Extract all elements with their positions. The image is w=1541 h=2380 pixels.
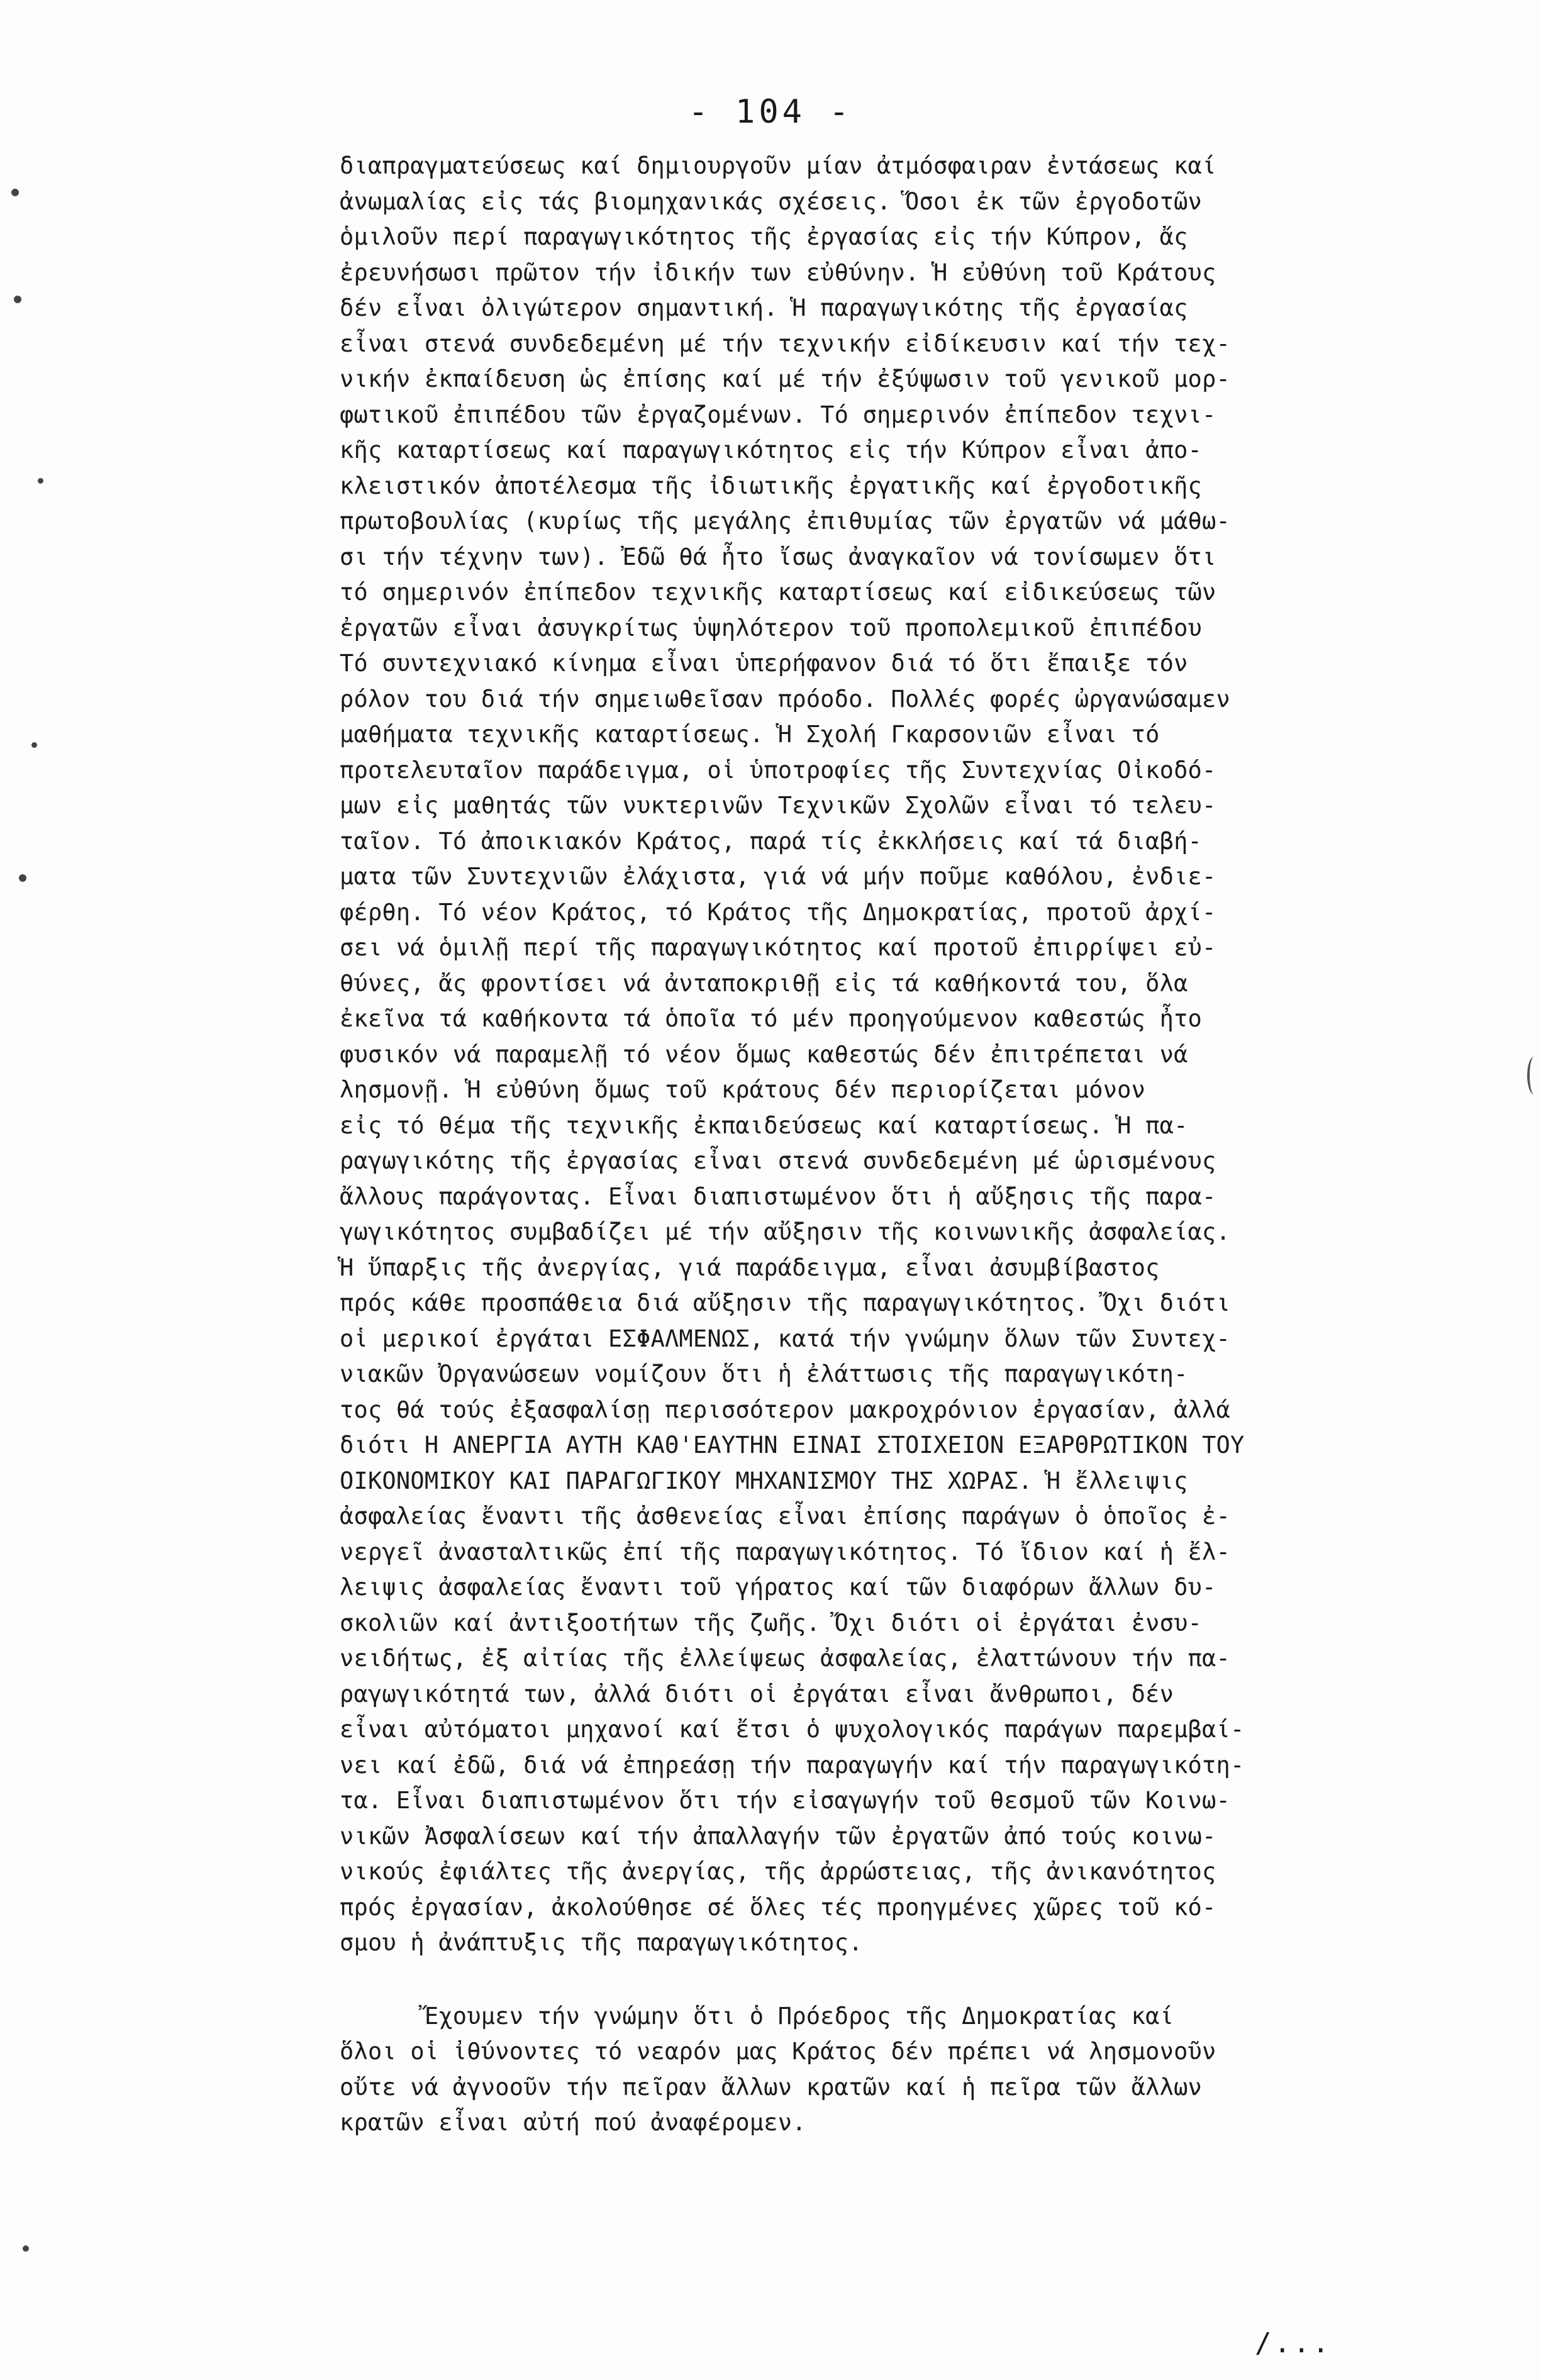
- text-line: ραγωγικότητά των, ἀλλά διότι οἱ ἐργάται εἶναι ἄνθρωποι, δέν: [340, 1680, 1174, 1708]
- text-line: γωγικότητος συμβαδίζει μέ τήν αὔξησιν τῆς κοινωνικῆς ἀσφαλείας.: [340, 1218, 1230, 1245]
- text-line: ἄλλους παράγοντας. Εἶναι διαπιστωμένον ὅτι ἡ αὔξησις τῆς παρα-: [340, 1182, 1216, 1210]
- text-line: φέρθη. Τό νέον Κράτος, τό Κράτος τῆς Δημοκρατίας, προτοῦ ἀρχί-: [340, 898, 1216, 926]
- text-line: λειψις ἀσφαλείας ἔναντι τοῦ γήρατος καί τῶν διαφόρων ἄλλων δυ-: [340, 1574, 1216, 1601]
- scan-speck: [14, 296, 21, 303]
- text-line: νιακῶν Ὀργανώσεων νομίζουν ὅτι ἡ ἐλάττωσις τῆς παραγωγικότη-: [340, 1360, 1188, 1387]
- text-line: ἐρευνήσωσι πρῶτον τήν ἰδικήν των εὐθύνην. Ἡ εὐθύνη τοῦ Κράτους: [340, 259, 1216, 286]
- text-line: εἶναι αὐτόματοι μηχανοί καί ἔτσι ὁ ψυχολογικός παράγων παρεμβαί-: [340, 1716, 1245, 1743]
- text-line: νικήν ἐκπαίδευση ὡς ἐπίσης καί μέ τήν ἐξύψωσιν τοῦ γενικοῦ μορ-: [340, 365, 1230, 392]
- text-line: νικούς ἐφιάλτες τῆς ἀνεργίας, τῆς ἀρρώστειας, τῆς ἀνικανότητος: [340, 1858, 1216, 1885]
- text-line: ὁμιλοῦν περί παραγωγικότητος τῆς ἐργασίας εἰς τήν Κύπρον, ἄς: [340, 223, 1188, 250]
- text-line: τό σημερινόν ἐπίπεδον τεχνικῆς καταρτίσεως καί εἰδικεύσεως τῶν: [340, 579, 1216, 606]
- text-line: διαπραγματεύσεως καί δημιουργοῦν μίαν ἀτμόσφαιραν ἐντάσεως καί: [340, 152, 1216, 179]
- text-line: πρός ἐργασίαν, ἀκολούθησε σέ ὅλες τές προηγμένες χῶρες τοῦ κό-: [340, 1893, 1216, 1921]
- text-line: διότι Η ΑΝΕΡΓΙΑ ΑΥΤΗ ΚΑΘ'ΕΑΥΤΗΝ ΕΙΝΑΙ ΣΤΟΙΧΕΙΟΝ ΕΞΑΡΘΡΩΤΙΚΟΝ ΤΟΥ: [340, 1432, 1245, 1459]
- page-number: - 104 -: [688, 93, 853, 131]
- text-line: προτελευταῖον παράδειγμα, οἱ ὑποτροφίες τῆς Συντεχνίας Οἰκοδό-: [340, 756, 1216, 784]
- text-line: ρόλον του διά τήν σημειωθεῖσαν πρόοδο. Πολλές φορές ὠργανώσαμεν: [340, 685, 1230, 713]
- text-line: θύνες, ἄς φροντίσει νά ἀνταποκριθῇ εἰς τά καθήκοντά του, ὅλα: [340, 969, 1188, 997]
- text-line: οἱ μερικοί ἐργάται ΕΣΦΑΛΜΕΝΩΣ, κατά τήν γνώμην ὅλων τῶν Συντεχ-: [340, 1325, 1230, 1352]
- text-line: κῆς καταρτίσεως καί παραγωγικότητος εἰς τήν Κύπρον εἶναι ἀπο-: [340, 437, 1203, 464]
- text-line: νει καί ἐδῶ, διά νά ἐπηρεάσῃ τήν παραγωγήν καί τήν παραγωγικότη-: [340, 1751, 1245, 1779]
- text-line: κλειστικόν ἀποτέλεσμα τῆς ἰδιωτικῆς ἐργατικῆς καί ἐργοδοτικῆς: [340, 472, 1203, 499]
- text-line: ραγωγικότης τῆς ἐργασίας εἶναι στενά συνδεδεμένη μέ ὡρισμένους: [340, 1147, 1216, 1174]
- text-line: σκολιῶν καί ἀντιξοοτήτων τῆς ζωῆς. Ὄχι διότι οἱ ἐργάται ἐνσυ-: [340, 1609, 1203, 1637]
- text-line: σι τήν τέχνην των). Ἐδῶ θά ἦτο ἴσως ἀναγκαῖον νά τονίσωμεν ὅτι: [340, 543, 1216, 570]
- text-line: φυσικόν νά παραμελῇ τό νέον ὅμως καθεστώς δέν ἐπιτρέπεται νά: [340, 1040, 1188, 1068]
- text-line: εἶναι στενά συνδεδεμένη μέ τήν τεχνικήν εἰδίκευσιν καί τήν τεχ-: [340, 330, 1230, 357]
- text-line: ἐκεῖνα τά καθήκοντα τά ὁποῖα τό μέν προηγούμενον καθεστώς ἦτο: [340, 1005, 1203, 1032]
- text-line: νειδήτως, ἐξ αἰτίας τῆς ἐλλείψεως ἀσφαλείας, ἐλαττώνουν τήν πα-: [340, 1645, 1230, 1672]
- text-line: τα. Εἶναι διαπιστωμένον ὅτι τήν εἰσαγωγήν τοῦ θεσμοῦ τῶν Κοινω-: [340, 1787, 1230, 1814]
- text-line: πρός κάθε προσπάθεια διά αὔξησιν τῆς παραγωγικότητος. Ὄχι διότι: [340, 1289, 1230, 1316]
- text-line: σμου ἡ ἀνάπτυξις τῆς παραγωγικότητος.: [340, 1929, 863, 1956]
- scan-speck: [31, 742, 37, 748]
- text-line: νεργεῖ ἀνασταλτικῶς ἐπί τῆς παραγωγικότητος. Τό ἴδιον καί ἡ ἔλ-: [340, 1538, 1230, 1565]
- text-line: ταῖον. Τό ἀποικιακόν Κράτος, παρά τίς ἐκκλήσεις καί τά διαβή-: [340, 827, 1203, 855]
- body-text: [340, 148, 1421, 2141]
- text-line: νικῶν Ἀσφαλίσεων καί τήν ἀπαλλαγήν τῶν ἐργατῶν ἀπό τούς κοινω-: [340, 1822, 1216, 1850]
- scan-speck: [19, 874, 26, 882]
- continuation-mark: /...: [1255, 2327, 1332, 2359]
- text-line: Τό συντεχνιακό κίνημα εἶναι ὑπερήφανον διά τό ὅτι ἔπαιξε τόν: [340, 650, 1188, 677]
- text-line: Ἔχουμεν τήν γνώμην ὅτι ὁ Πρόεδρος τῆς Δημοκρατίας καί: [340, 2002, 1174, 2030]
- scan-speck: [38, 478, 43, 484]
- text-line: φωτικοῦ ἐπιπέδου τῶν ἐργαζομένων. Τό σημερινόν ἐπίπεδον τεχνι-: [340, 401, 1216, 428]
- scan-speck: [11, 189, 19, 196]
- text-line: σει νά ὁμιλῇ περί τῆς παραγωγικότητος καί προτοῦ ἐπιρρίψει εὐ-: [340, 934, 1216, 961]
- text-line: οὔτε νά ἀγνοοῦν τήν πεῖραν ἄλλων κρατῶν καί ἡ πεῖρα τῶν ἄλλων: [340, 2073, 1203, 2101]
- text-line: δέν εἶναι ὀλιγώτερον σημαντική. Ἡ παραγωγικότης τῆς ἐργασίας: [340, 294, 1188, 321]
- text-line: κρατῶν εἶναι αὐτή πού ἀναφέρομεν.: [340, 2109, 806, 2136]
- text-line: τος θά τούς ἐξασφαλίσῃ περισσότερον μακροχρόνιον ἐργασίαν, ἀλλά: [340, 1396, 1230, 1423]
- text-line: ὅλοι οἱ ἰθύνοντες τό νεαρόν μας Κράτος δέν πρέπει νά λησμονοῦν: [340, 2038, 1216, 2065]
- paragraph-gap: [340, 1961, 1421, 1999]
- text-line: ἀνωμαλίας εἰς τάς βιομηχανικάς σχέσεις. Ὅσοι ἐκ τῶν ἐργοδοτῶν: [340, 187, 1203, 215]
- text-line: Ἡ ὕπαρξις τῆς ἀνεργίας, γιά παράδειγμα, εἶναι ἀσυμβίβαστος: [340, 1254, 1160, 1281]
- text-line: ΟΙΚΟΝΟΜΙΚΟΥ ΚΑΙ ΠΑΡΑΓΩΓΙΚΟΥ ΜΗΧΑΝΙΣΜΟΥ ΤΗΣ ΧΩΡΑΣ. Ἡ ἔλλειψις: [340, 1467, 1188, 1494]
- text-line: πρωτοβουλίας (κυρίως τῆς μεγάλης ἐπιθυμίας τῶν ἐργατῶν νά μάθω-: [340, 508, 1230, 535]
- scan-edge-mark: [1527, 1057, 1541, 1094]
- text-line: εἰς τό θέμα τῆς τεχνικῆς ἐκπαιδεύσεως καί καταρτίσεως. Ἡ πα-: [340, 1111, 1188, 1139]
- text-line: μων εἰς μαθητάς τῶν νυκτερινῶν Τεχνικῶν Σχολῶν εἶναι τό τελευ-: [340, 792, 1216, 819]
- scan-speck: [23, 2245, 29, 2252]
- text-line: ματα τῶν Συντεχνιῶν ἐλάχιστα, γιά νά μήν ποῦμε καθόλου, ἐνδιε-: [340, 863, 1216, 890]
- text-line: λησμονῇ. Ἡ εὐθύνη ὅμως τοῦ κράτους δέν περιορίζεται μόνον: [340, 1076, 1146, 1103]
- text-line: ἀσφαλείας ἔναντι τῆς ἀσθενείας εἶναι ἐπίσης παράγων ὁ ὁποῖος ἐ-: [340, 1503, 1230, 1530]
- text-line: ἐργατῶν εἶναι ἀσυγκρίτως ὑψηλότερον τοῦ προπολεμικοῦ ἐπιπέδου: [340, 614, 1203, 642]
- text-line: μαθήματα τεχνικῆς καταρτίσεως. Ἡ Σχολή Γκαρσονιῶν εἶναι τό: [340, 721, 1160, 748]
